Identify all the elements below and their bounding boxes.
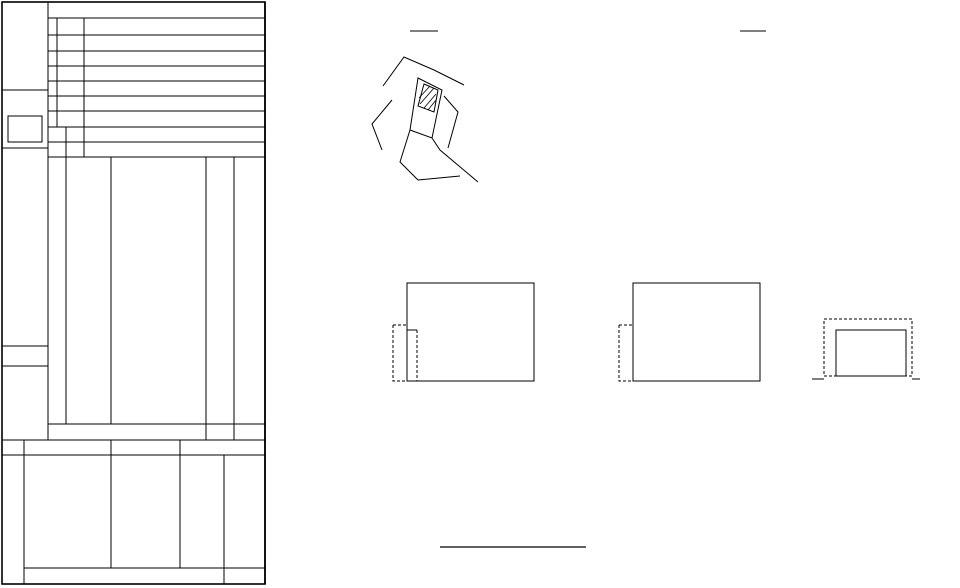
floor-plan-1 xyxy=(393,283,534,381)
form-border xyxy=(2,2,265,584)
floor-3-canopy-outline xyxy=(824,319,912,376)
floor-plan-2 xyxy=(619,283,760,381)
seal-stamp xyxy=(8,116,42,142)
applicant-section xyxy=(8,116,42,142)
floor-plan-3 xyxy=(812,319,920,379)
floor-3-outline xyxy=(836,330,906,376)
left-form-grid xyxy=(2,2,265,584)
floor-2-outline xyxy=(633,283,760,381)
location-sketch xyxy=(372,57,478,182)
floor-1-outline xyxy=(407,283,534,381)
